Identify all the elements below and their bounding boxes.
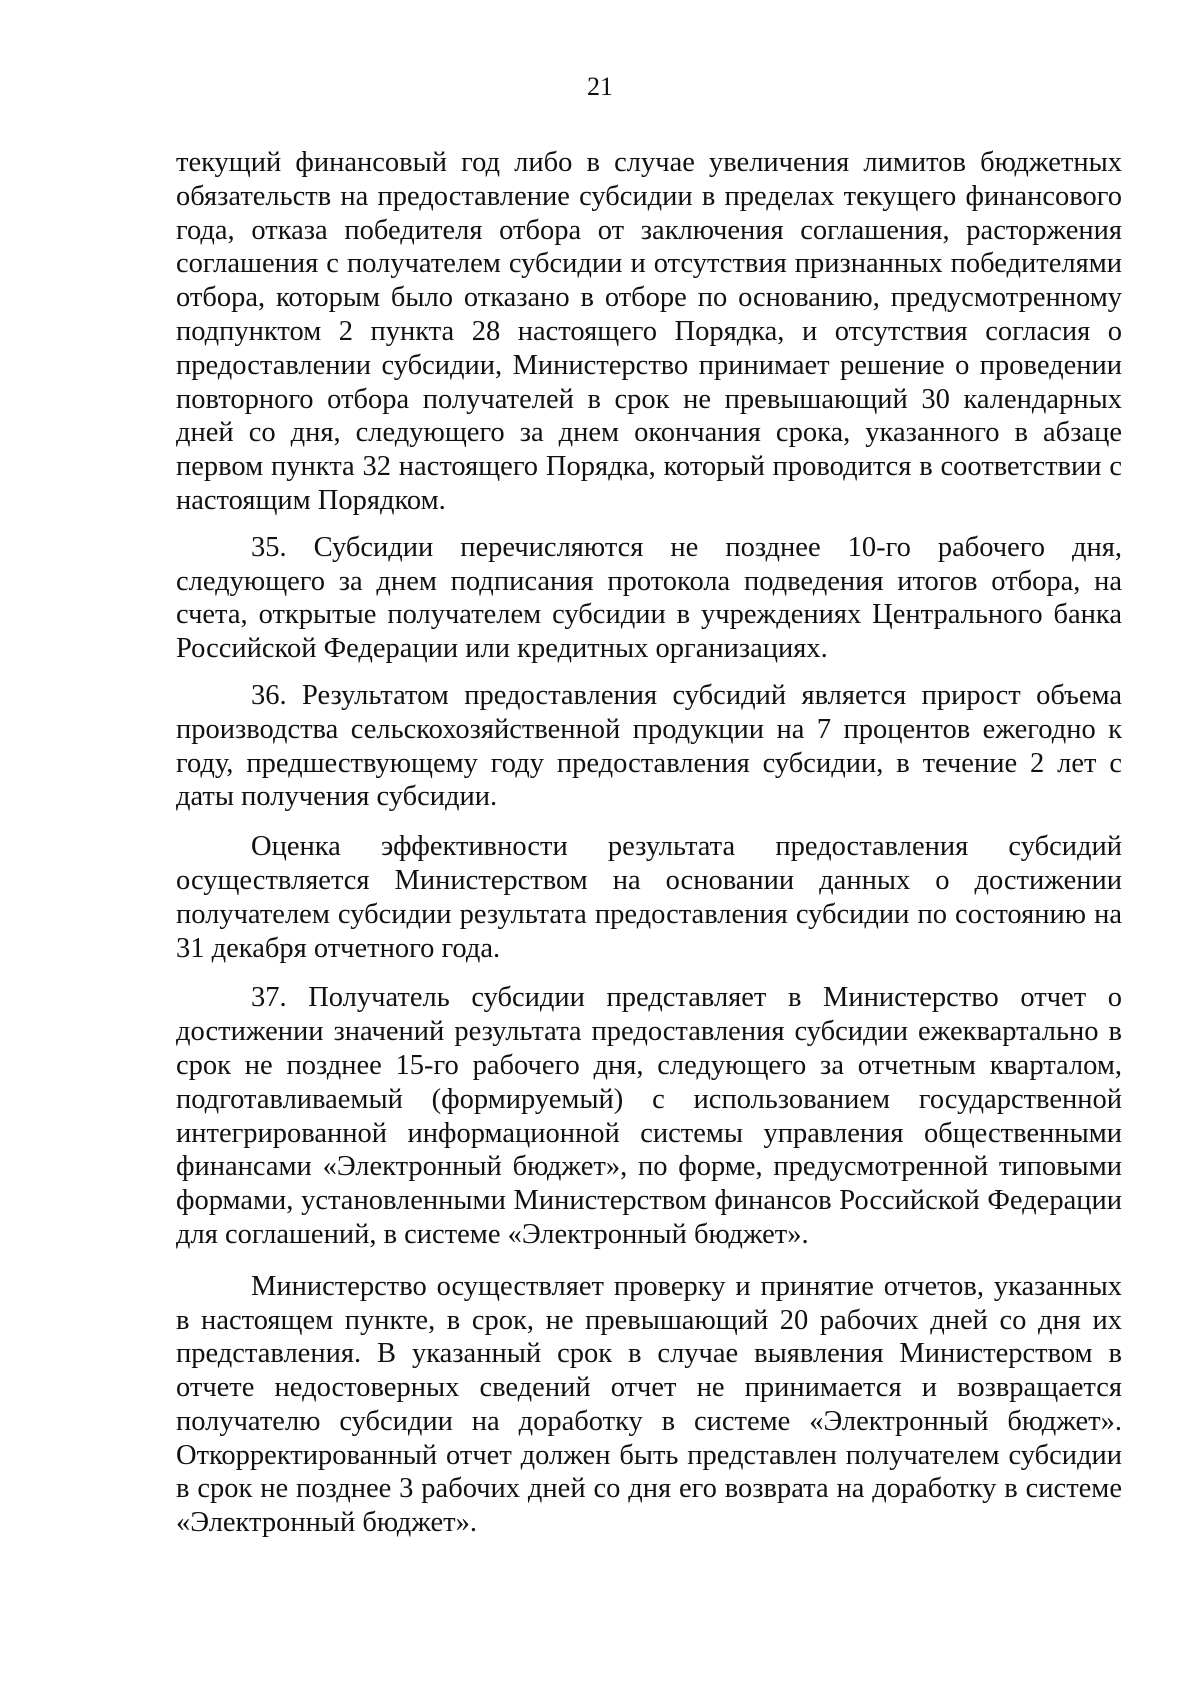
paragraph-report-review: Министерство осуществляет проверку и принятие отчетов, указанных в настоящем пункте, в срок, не превышающий 20 рабочих дней со дня их представления. В указанный срок в случае выявления Министерством в отчете недостоверных сведений отчет не принимается и возвращается получателю субсидии на доработку в системе «Электронный бюджет». Откорректированный отчет должен быть представлен получателем субсидии в срок не позднее 3 рабочих дней со дня его возврата на доработку в системе «Электронный бюджет». [176, 1270, 1122, 1539]
paragraph-item-37: 37. Получатель субсидии представляет в Министерство отчет о достижении значений результата предоставления субсидии ежеквартально в срок не позднее 15-го рабочего дня, следующего за отчетным кварталом, подготавливаемый (формируемый) с использованием государственной интегрированной информационной системы управления общественными финансами «Электронный бюджет», по форме, предусмотренной типовыми формами, установленными Министерством финансов Российской Федерации для соглашений, в системе «Электронный бюджет». [176, 982, 1122, 1250]
paragraph-continuation: текущий финансовый год либо в случае увеличения лимитов бюджетных обязательств на предоставление субсидии в пределах текущего финансового года, отказа победителя отбора от заключения соглашения, расторжения соглашения с получателем субсидии и отсутствия признанных победителями отбора, которым было отказано в отборе по основанию, предусмотренному подпунктом 2 пункта 28 настоящего Порядка, и отсутствия согласия о предоставлении субсидии, Министерство принимает решение о проведении повторного отбора получателей в срок не превышающий 30 календарных дней со дня, следующего за днем окончания срока, указанного в абзаце первом пункта 32 настоящего Порядка, который проводится в соответствии с настоящим Порядком. [176, 147, 1122, 516]
paragraph-efficiency-assessment: Оценка эффективности результата предоставления субсидий осуществляется Министерством на основании данных о достижении получателем субсидии результата предоставления субсидии по состоянию на 31 декабря отчетного года. [176, 831, 1122, 964]
document-body [176, 146, 1122, 1540]
paragraph-item-35: 35. Субсидии перечисляются не позднее 10-го рабочего дня, следующего за днем подписания протокола подведения итогов отбора, на счета, открытые получателем субсидии в учреждениях Центрального банка Российской Федерации или кредитных организациях. [176, 531, 1122, 665]
page-number: 21 [587, 72, 613, 101]
paragraph-item-36: 36. Результатом предоставления субсидий является прирост объема производства сельскохозяйственной продукции на 7 процентов ежегодно к году, предшествующему году предоставления субсидии, в течение 2 лет с даты получения субсидии. [176, 679, 1122, 813]
